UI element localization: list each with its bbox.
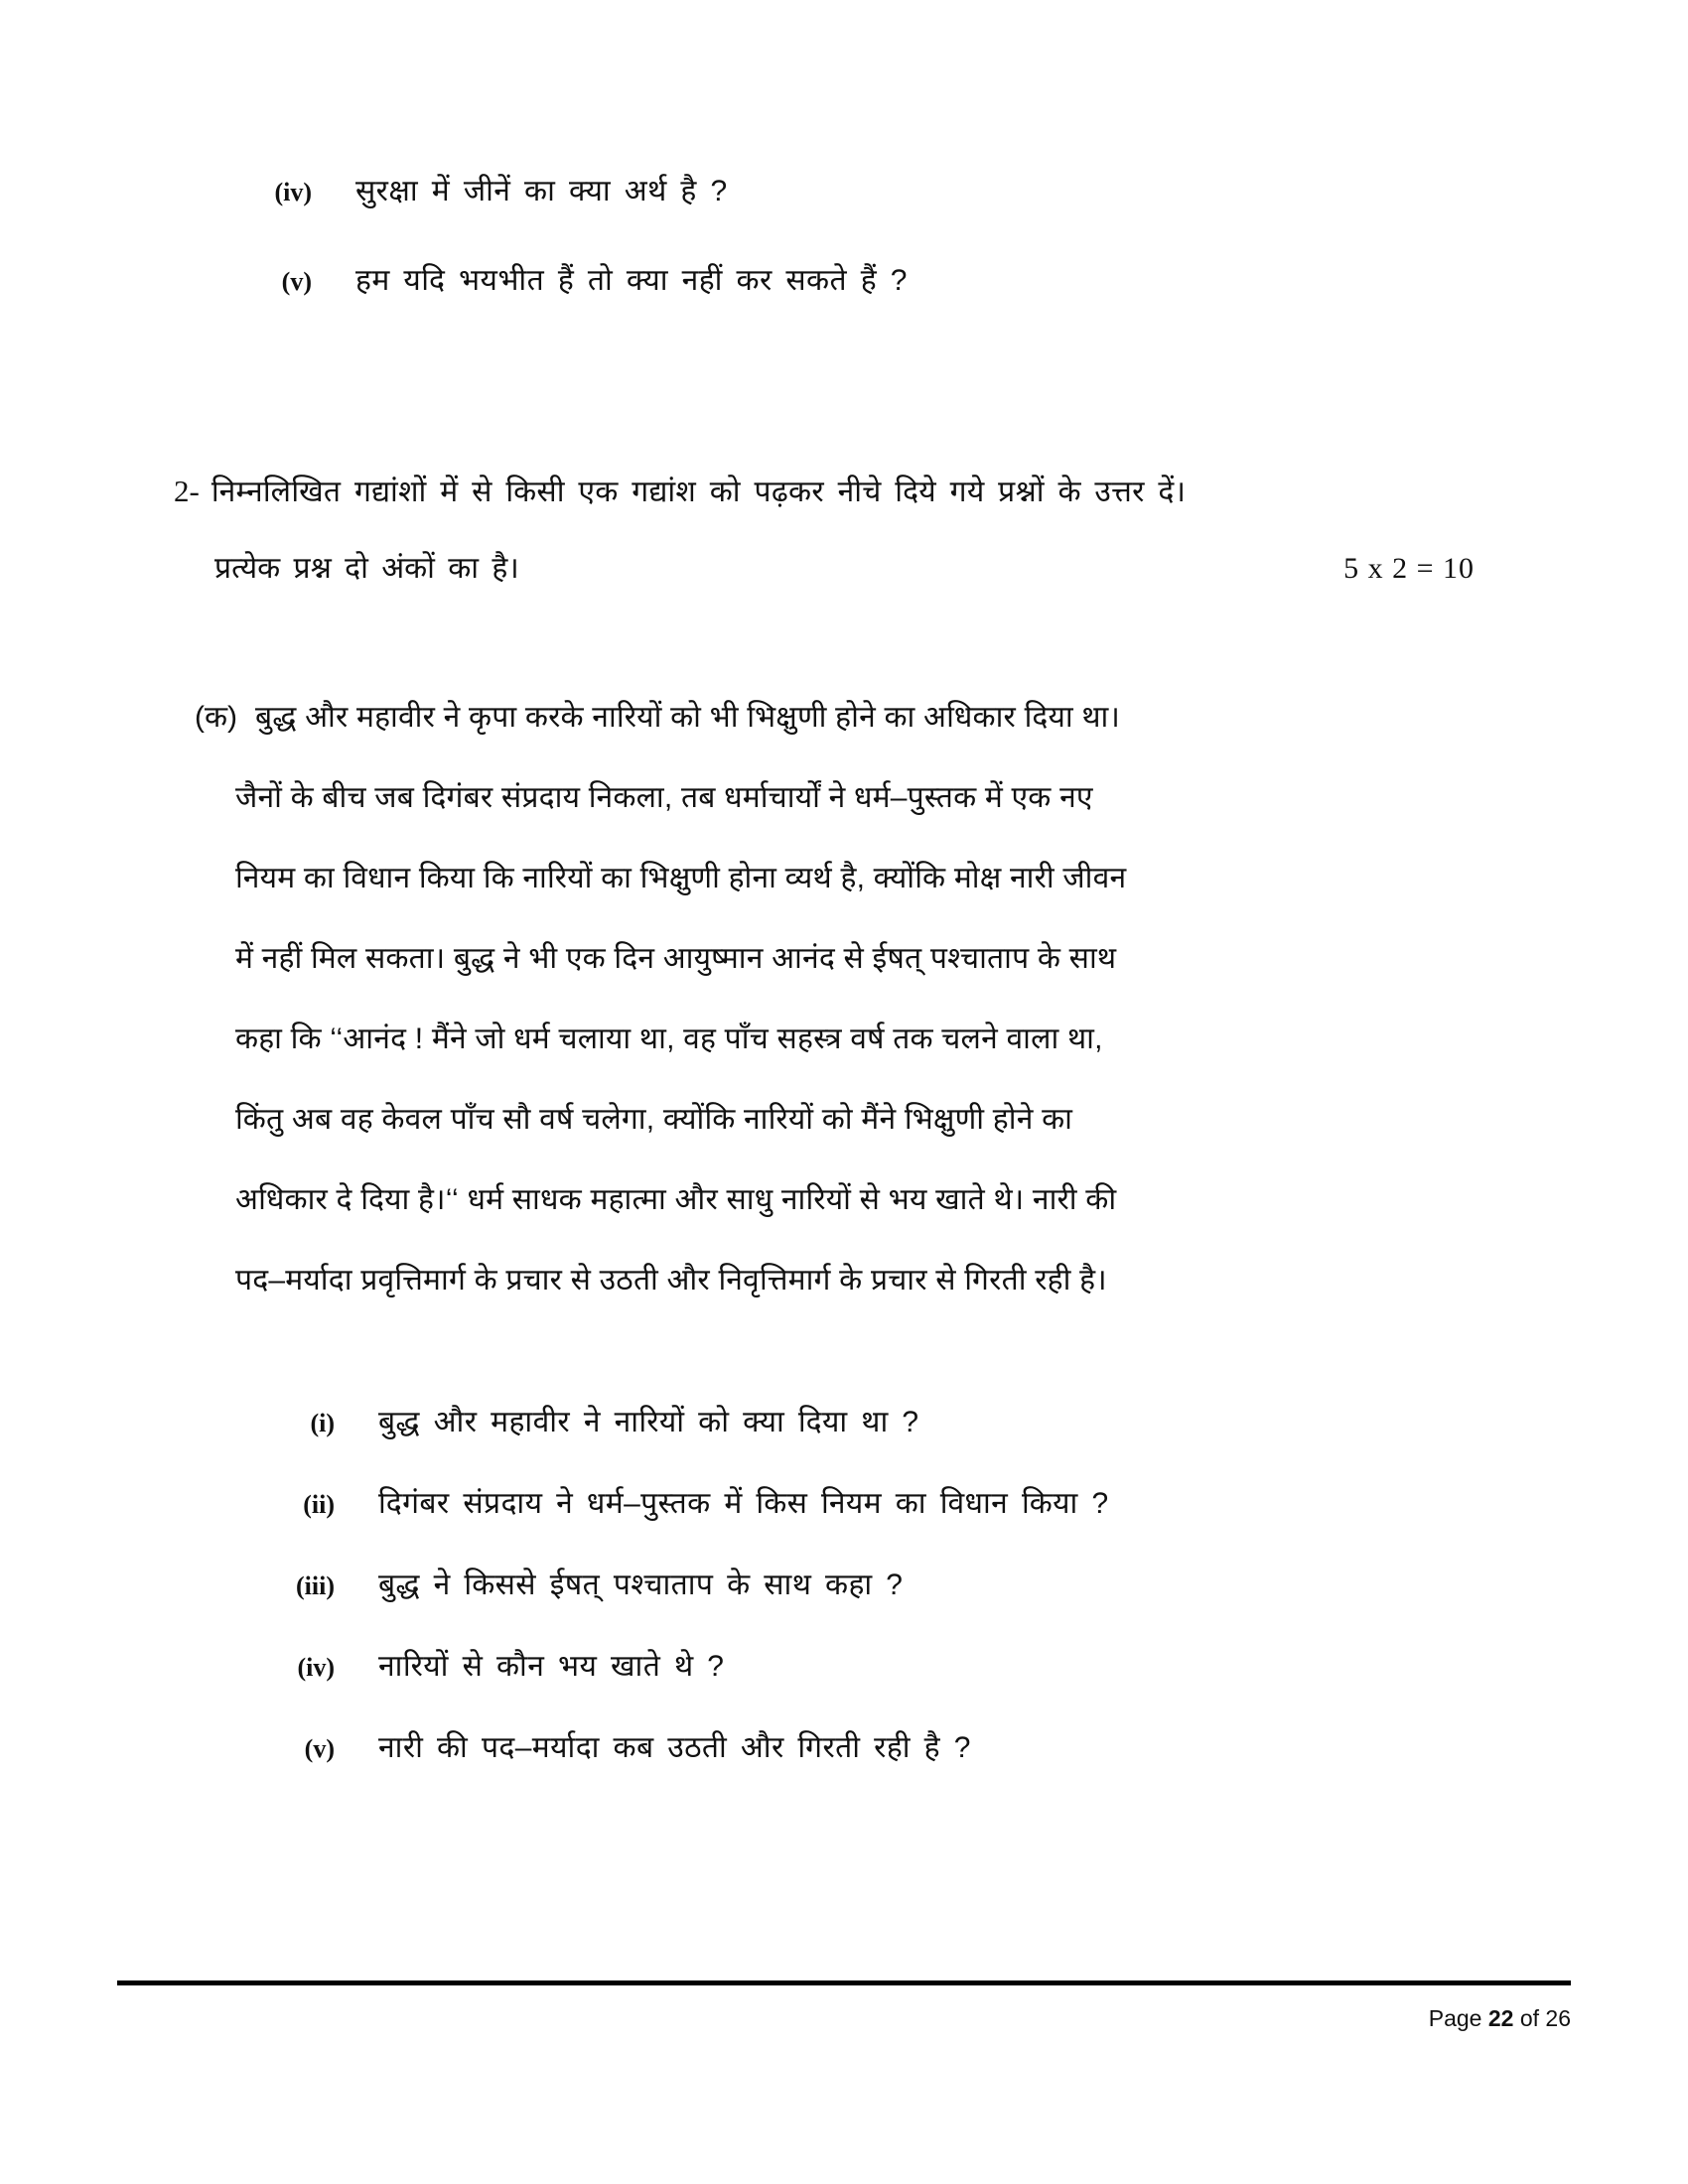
passage-line: नियम का विधान किया कि नारियों का भिक्षुणी होना व्यर्थ है, क्योंकि मोक्ष नारी जीवन bbox=[235, 862, 1127, 894]
question-text: दिगंबर संप्रदाय ने धर्म–पुस्तक में किस नियम का विधान किया ? bbox=[378, 1487, 1109, 1520]
question-text: हम यदि भयभीत हैं तो क्या नहीं कर सकते हैं ? bbox=[355, 264, 908, 297]
passage-question-list bbox=[273, 1408, 1465, 1815]
passage-line: में नहीं मिल सकता। बुद्ध ने भी एक दिन आयुष्मान आनंद से ईषत् पश्चाताप के साथ bbox=[235, 942, 1117, 975]
passage-line: जैनों के बीच जब दिगंबर संप्रदाय निकला, तब धर्माचार्यों ने धर्म–पुस्तक में एक नए bbox=[235, 781, 1093, 814]
sub-question-item-ii bbox=[273, 1489, 1465, 1519]
main-question-2 bbox=[174, 470, 1475, 587]
footer-of-label: of bbox=[1519, 2005, 1540, 2031]
question-marker: (v) bbox=[281, 267, 312, 296]
footer-current-page: 22 bbox=[1487, 2005, 1514, 2031]
footer-divider bbox=[117, 1980, 1571, 1985]
question-marker: (iv) bbox=[274, 178, 312, 206]
passage-line: बुद्ध और महावीर ने कृपा करके नारियों को भी भिक्षुणी होने का अधिकार दिया था। bbox=[255, 701, 1121, 734]
sub-question-item-i bbox=[273, 1408, 1465, 1437]
question-text: नारियों से कौन भय खाते थे ? bbox=[378, 1650, 725, 1683]
question-marker: (iv) bbox=[297, 1653, 335, 1682]
passage-line: पद–मर्यादा प्रवृत्तिमार्ग के प्रचार से उठती और निवृत्तिमार्ग के प्रचार से गिरती रही है। bbox=[235, 1264, 1107, 1297]
question-marker: (i) bbox=[310, 1409, 335, 1437]
question-instruction: निम्नलिखित गद्यांशों में से किसी एक गद्यांश को पढ़कर नीचे दिये गये प्रश्नों के उत्तर दें। bbox=[211, 476, 1187, 508]
question-marker: (iii) bbox=[296, 1571, 335, 1600]
question-item-iv bbox=[248, 177, 1440, 206]
main-question-line-1 bbox=[174, 470, 1475, 510]
question-text: नारी की पद–मर्यादा कब उठती और गिरती रही है ? bbox=[378, 1731, 971, 1764]
question-marker: (ii) bbox=[303, 1490, 335, 1519]
top-question-list bbox=[248, 177, 1440, 355]
question-text: बुद्ध ने किससे ईषत् पश्चाताप के साथ कहा ? bbox=[378, 1569, 904, 1601]
question-instruction-continued: प्रत्येक प्रश्न दो अंकों का है। bbox=[214, 552, 519, 585]
passage-first-line bbox=[195, 695, 1476, 736]
question-item-v bbox=[248, 266, 1440, 296]
page-footer bbox=[1429, 2005, 1571, 2032]
question-number: 2- bbox=[174, 474, 200, 508]
passage-label: (क) bbox=[195, 701, 238, 734]
sub-question-item-v bbox=[273, 1733, 1465, 1763]
footer-prefix: Page bbox=[1428, 2005, 1482, 2031]
passage-line: किंतु अब वह केवल पाँच सौ वर्ष चलेगा, क्योंकि नारियों को मैंने भिक्षुणी होने का bbox=[235, 1103, 1073, 1136]
sub-question-item-iv bbox=[273, 1652, 1465, 1682]
passage-line: अधिकार दे दिया है।‘‘ धर्म साधक महात्मा और साधु नारियों से भय खाते थे। नारी की bbox=[235, 1183, 1117, 1216]
question-text: सुरक्षा में जीनें का क्या अर्थ है ? bbox=[355, 175, 728, 207]
sub-question-item-iii bbox=[273, 1570, 1465, 1600]
main-question-line-2 bbox=[214, 546, 1475, 587]
passage-line: कहा कि ‘‘आनंद ! मैंने जो धर्म चलाया था, वह पाँच सहस्त्र वर्ष तक चलने वाला था, bbox=[235, 1023, 1103, 1055]
footer-total-pages: 26 bbox=[1545, 2005, 1571, 2031]
marks-allocation: 5 x 2 = 10 bbox=[1343, 552, 1475, 585]
passage-ka bbox=[195, 695, 1476, 1298]
question-text: बुद्ध और महावीर ने नारियों को क्या दिया था ? bbox=[378, 1406, 919, 1438]
question-marker: (v) bbox=[304, 1734, 335, 1763]
